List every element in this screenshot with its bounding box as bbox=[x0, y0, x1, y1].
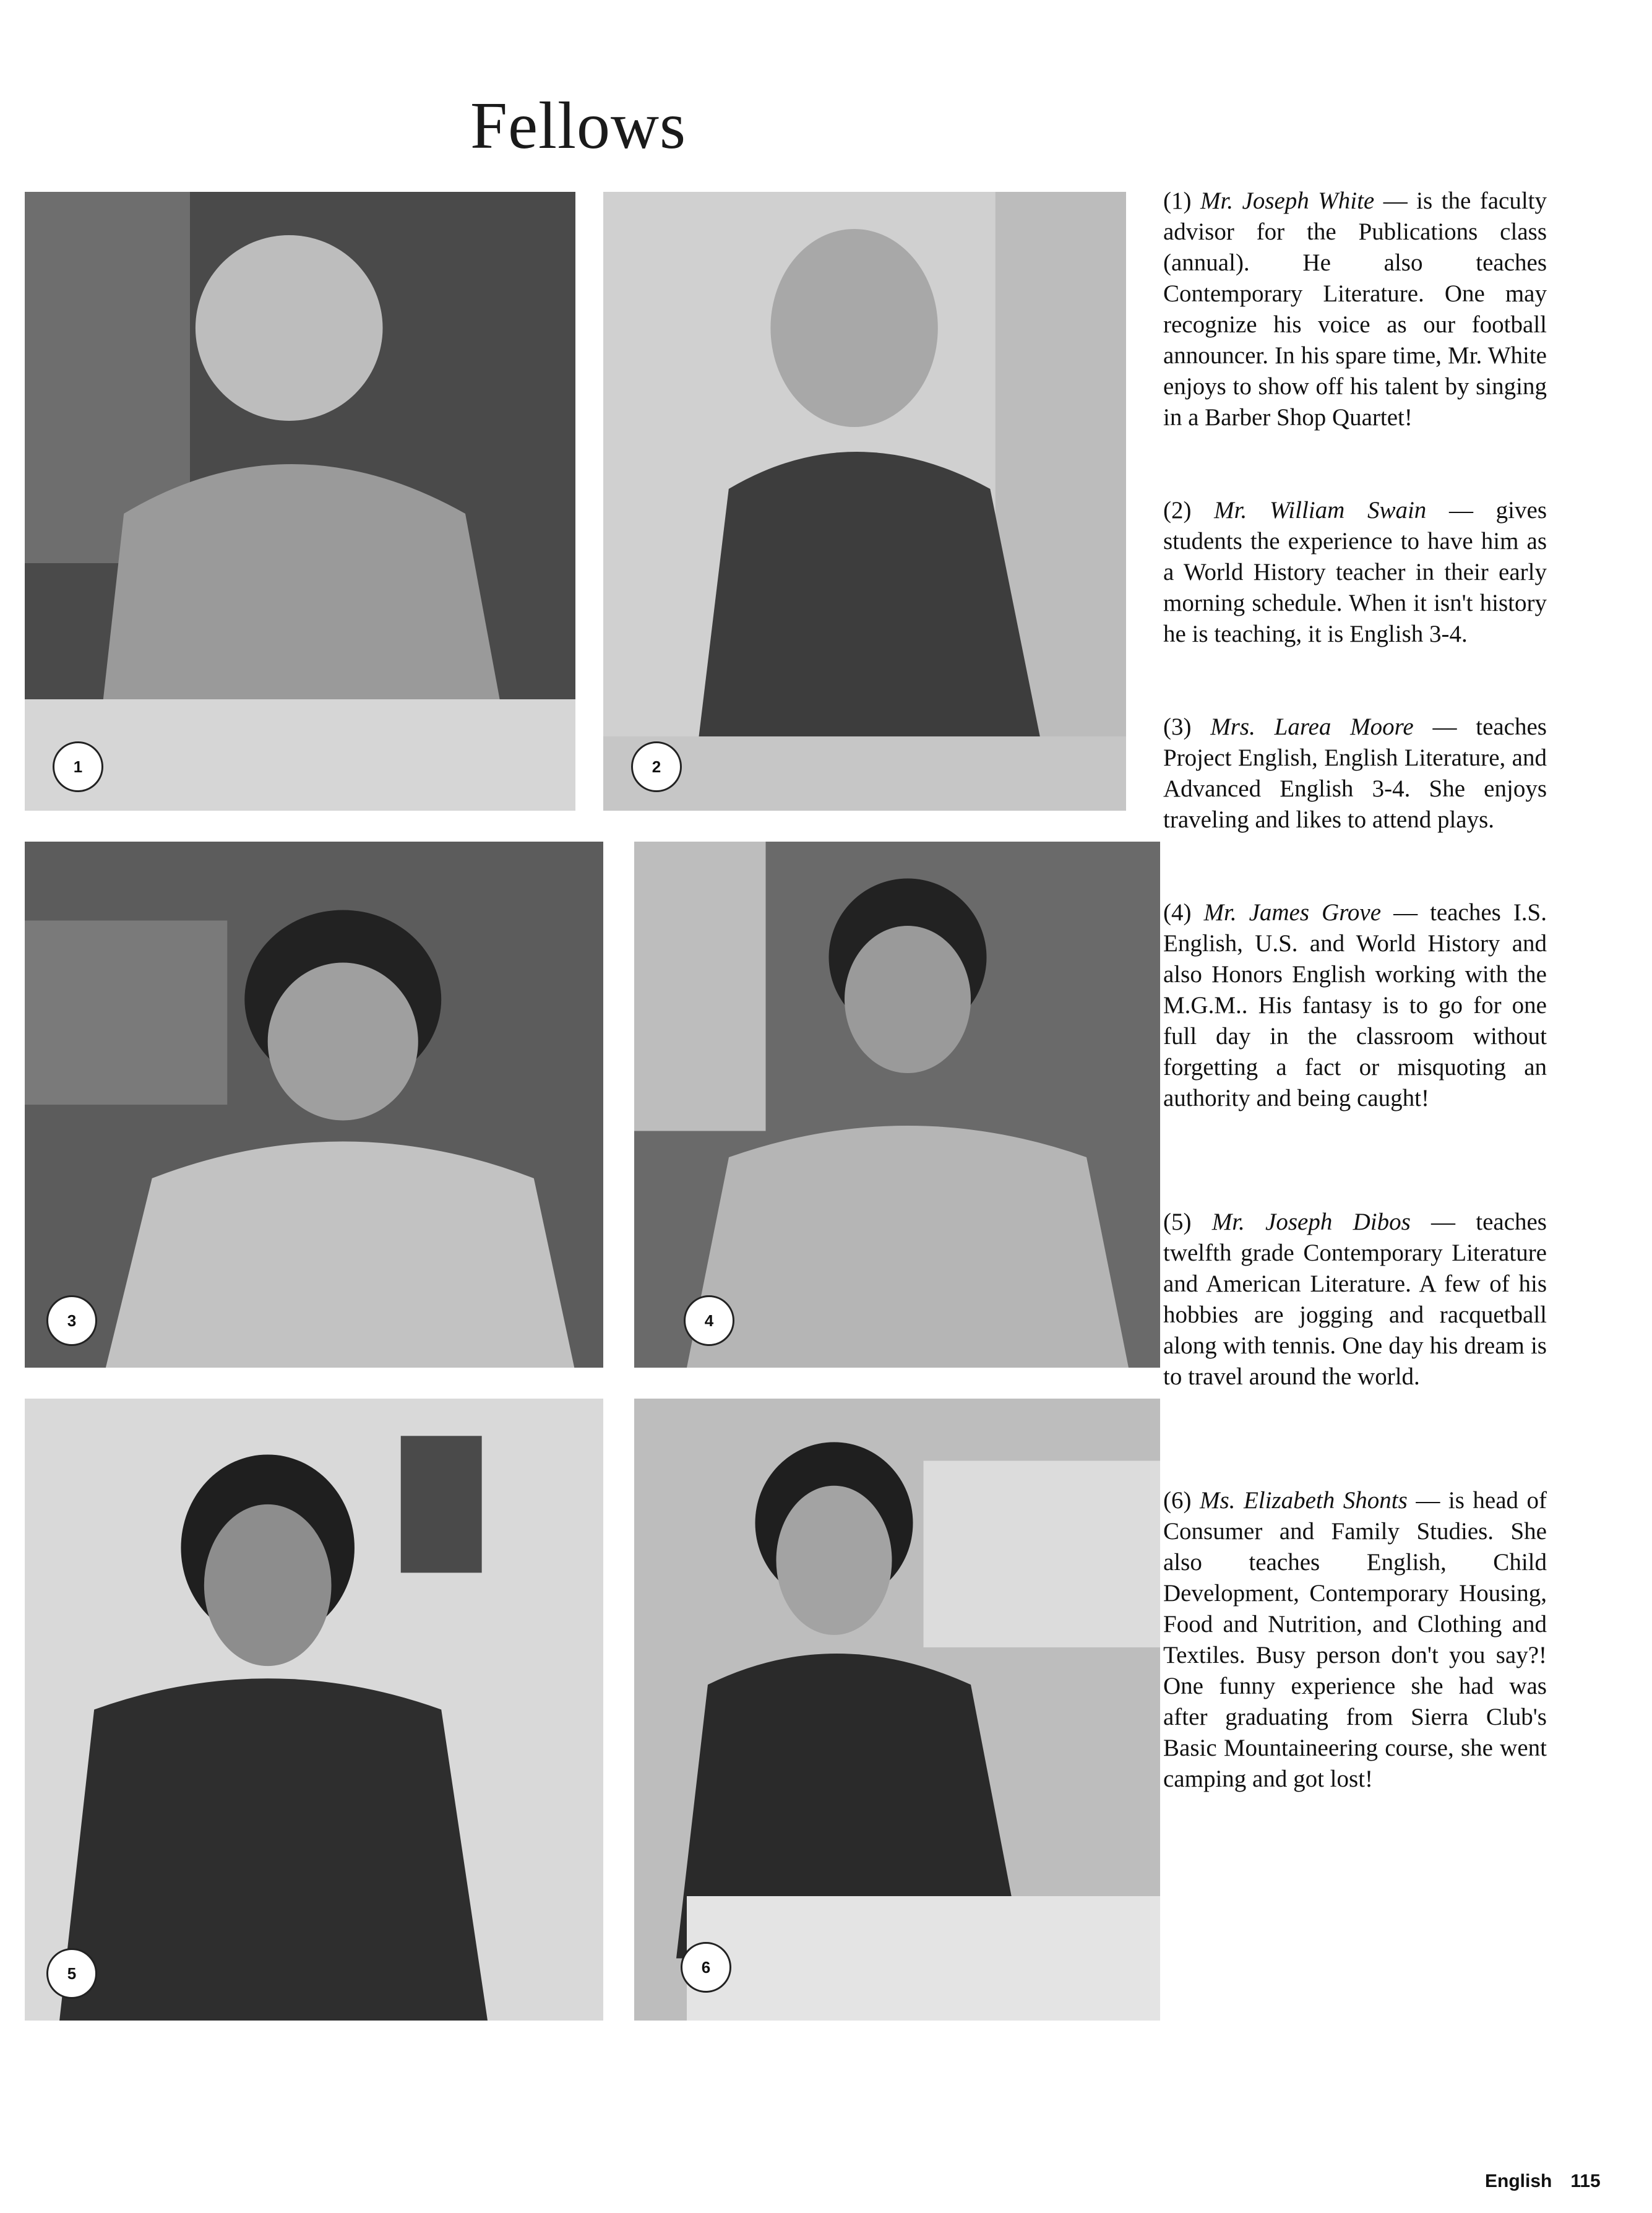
photo-2 bbox=[603, 192, 1126, 811]
portrait-photo-icon bbox=[25, 192, 575, 811]
photo-number-badge: 5 bbox=[46, 1948, 97, 1999]
caption-name: Mr. Joseph Dibos bbox=[1211, 1209, 1411, 1235]
caption-index: (6) bbox=[1163, 1487, 1192, 1514]
photo-number-badge: 2 bbox=[631, 741, 682, 792]
portrait-photo-icon bbox=[25, 1399, 603, 2021]
footer-page-number: 115 bbox=[1570, 2171, 1601, 2191]
caption-index: (5) bbox=[1163, 1209, 1192, 1235]
caption-4 bbox=[1163, 897, 1547, 1114]
footer-section: English bbox=[1485, 2171, 1552, 2191]
caption-index: (3) bbox=[1163, 714, 1192, 740]
page-title: Fellows bbox=[470, 89, 687, 163]
portrait-photo-icon bbox=[603, 192, 1126, 811]
caption-index: (2) bbox=[1163, 497, 1192, 524]
photo-3 bbox=[25, 842, 603, 1368]
caption-text: — teaches Project English, English Literature, and Advanced English 3-4. She enjoys traveling and likes to attend plays. bbox=[1163, 714, 1547, 833]
caption-name: Mrs. Larea Moore bbox=[1210, 714, 1414, 740]
caption-1 bbox=[1163, 186, 1547, 433]
photo-number-badge: 4 bbox=[684, 1295, 734, 1346]
caption-text: — teaches twelfth grade Contemporary Literature and American Literature. A few of his hobbies are jogging and racquetball along with tennis. One day his dream is to travel around the world. bbox=[1163, 1209, 1547, 1390]
photo-number-badge: 1 bbox=[53, 741, 103, 792]
caption-6 bbox=[1163, 1485, 1547, 1795]
photo-6 bbox=[634, 1399, 1160, 2021]
caption-index: (1) bbox=[1163, 188, 1192, 214]
page-footer bbox=[1485, 2171, 1601, 2192]
caption-2 bbox=[1163, 495, 1547, 650]
photo-5 bbox=[25, 1399, 603, 2021]
caption-text: — gives students the experience to have him as a World History teacher in their early morning schedule. When it isn't history he is teaching, it is English 3-4. bbox=[1163, 497, 1547, 647]
photo-number-badge: 3 bbox=[46, 1295, 97, 1346]
caption-5 bbox=[1163, 1207, 1547, 1392]
portrait-photo-icon bbox=[25, 842, 603, 1368]
caption-text: — is the faculty advisor for the Publications class (annual). He also teaches Contemporary Literature. One may recognize his voice as our football announcer. In his spare time, Mr. White enjoys to show off his talent by singing in a Barber Shop Quartet! bbox=[1163, 188, 1547, 431]
caption-name: Ms. Elizabeth Shonts bbox=[1200, 1487, 1408, 1514]
caption-name: Mr. James Grove bbox=[1203, 899, 1382, 926]
portrait-photo-icon bbox=[634, 1399, 1160, 2021]
photo-1 bbox=[25, 192, 575, 811]
caption-index: (4) bbox=[1163, 899, 1192, 926]
photo-number-badge: 6 bbox=[681, 1942, 731, 1993]
caption-name: Mr. Joseph White bbox=[1200, 188, 1375, 214]
caption-3 bbox=[1163, 712, 1547, 835]
caption-text: — is head of Consumer and Family Studies. She also teaches English, Child Development, Contemporary Housing, Food and Nutrition, and Clothing and Textiles. Busy person don't you say?! One funny experience she had was after graduating from Sierra Club's Basic Mountaineering course, she went camping and got lost! bbox=[1163, 1487, 1547, 1792]
caption-name: Mr. William Swain bbox=[1214, 497, 1427, 524]
photo-4 bbox=[634, 842, 1160, 1368]
caption-text: — teaches I.S. English, U.S. and World History and also Honors English working with the M.G.M.. His fantasy is to go for one full day in the classroom without forgetting a fact or misquoting an authority and being caught! bbox=[1163, 899, 1547, 1111]
portrait-photo-icon bbox=[634, 842, 1160, 1368]
